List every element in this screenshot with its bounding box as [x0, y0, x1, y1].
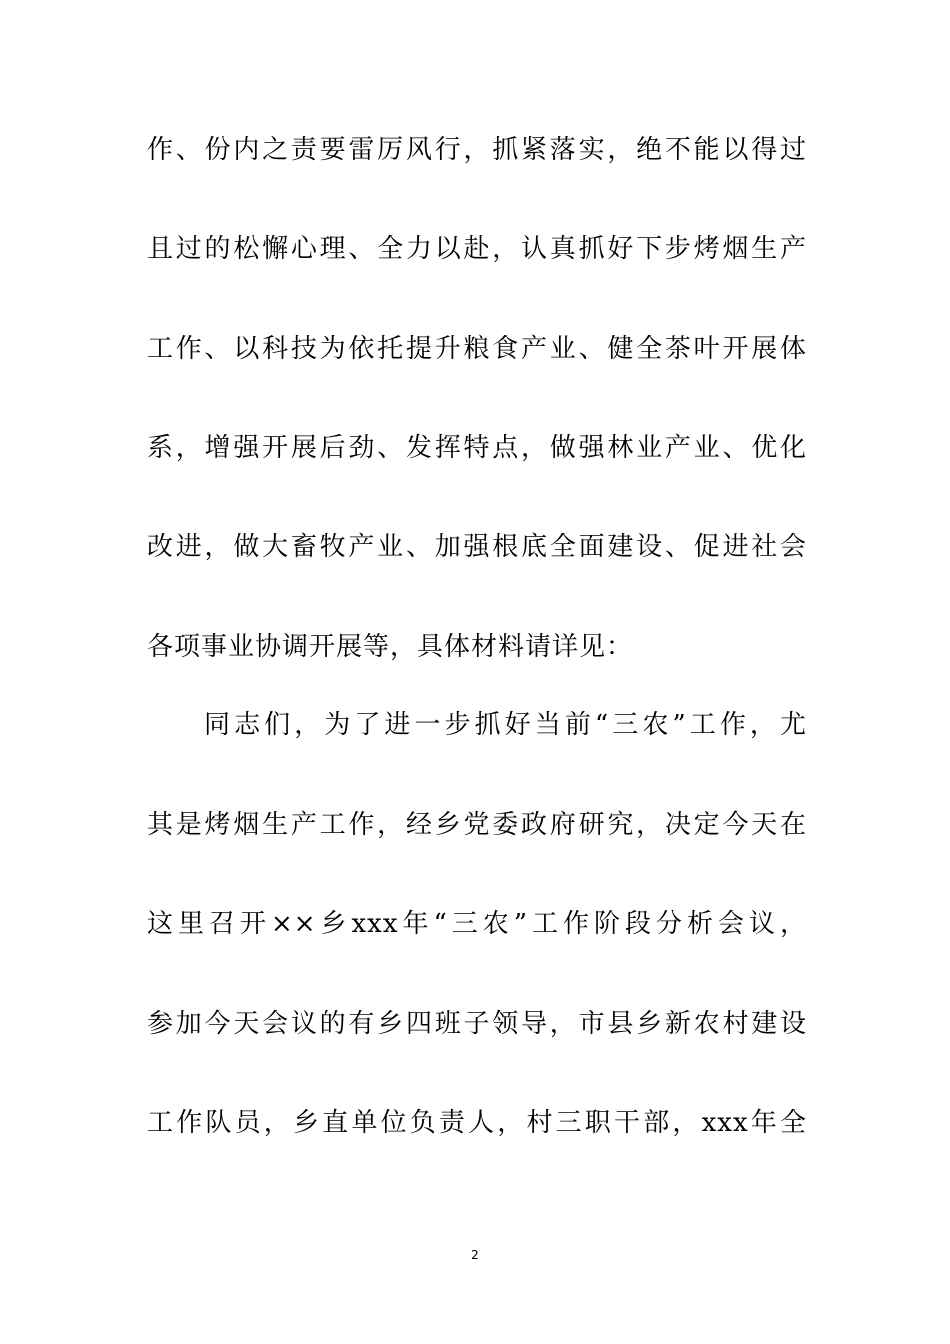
text-line-6: 各项事业协调开展等，具体材料请详见： — [147, 632, 634, 662]
text-line-11: 工作队员，乡直单位负责人，村三职干部，xxx年全 — [147, 1108, 807, 1138]
text-line-5: 改进，做大畜牧产业、加强根底全面建设、促进社会 — [147, 532, 807, 562]
text-line-3: 工作、以科技为依托提升粮食产业、健全茶叶开展体 — [147, 334, 807, 364]
text-line-7: 同志们，为了进一步抓好当前“三农”工作，尤 — [204, 710, 807, 740]
text-line-8: 其是烤烟生产工作，经乡党委政府研究，决定今天在 — [147, 810, 807, 840]
text-line-4: 系，增强开展后劲、发挥特点，做强林业产业、优化 — [147, 433, 807, 463]
text-line-9: 这里召开××乡xxx年“三农”工作阶段分析会议， — [147, 909, 807, 939]
text-line-2: 且过的松懈心理、全力以赴，认真抓好下步烤烟生产 — [147, 234, 807, 264]
page-number: 2 — [471, 1248, 479, 1262]
text-line-1: 作、份内之责要雷厉风行，抓紧落实，绝不能以得过 — [147, 135, 807, 165]
text-line-10: 参加今天会议的有乡四班子领导，市县乡新农村建设 — [147, 1009, 807, 1039]
